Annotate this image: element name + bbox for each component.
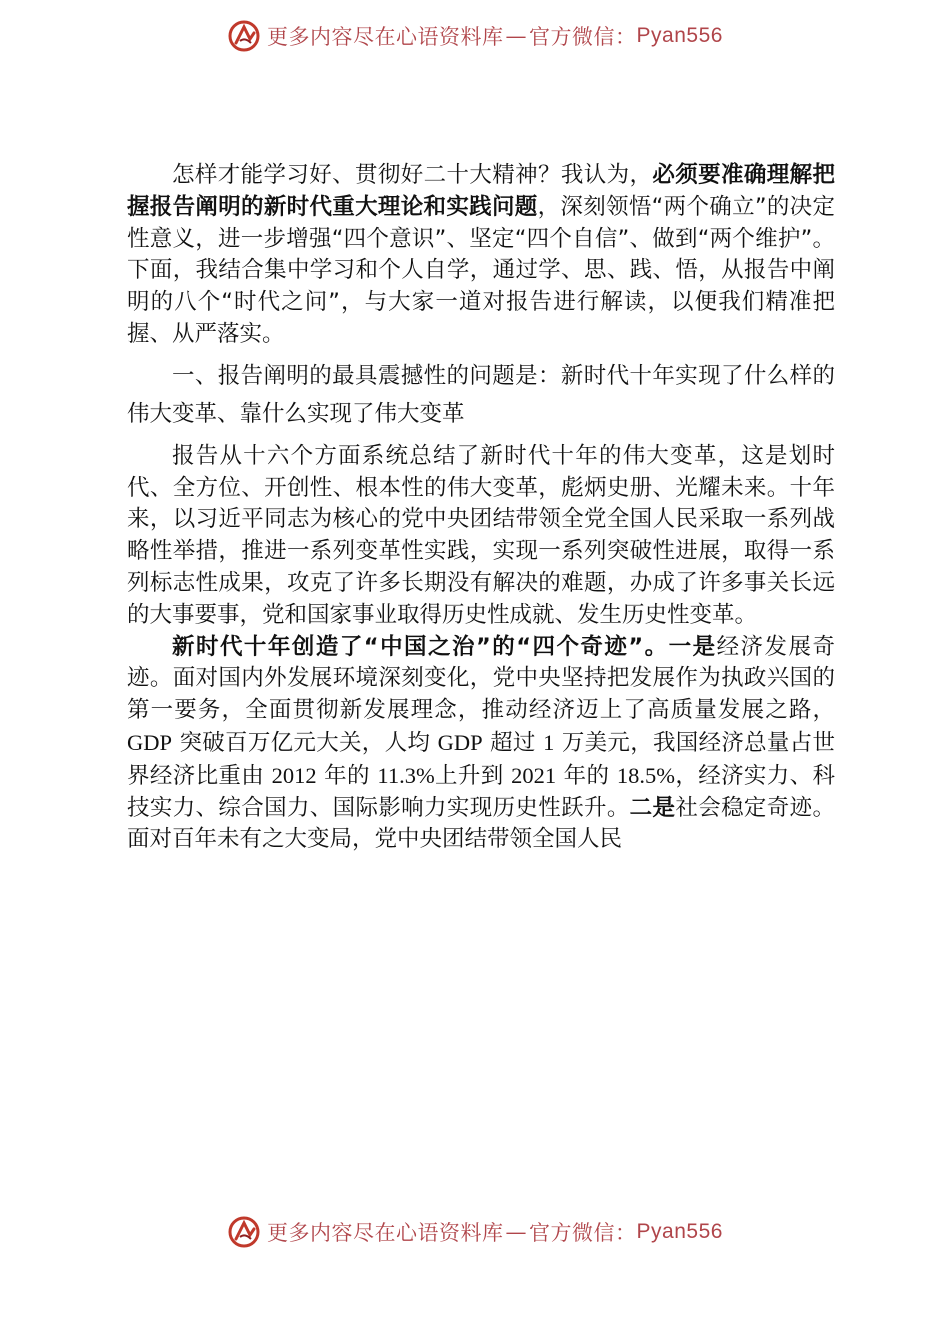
text-run: 年的: [324, 762, 370, 789]
document-body: [127, 160, 835, 856]
bold-run: 二是: [629, 794, 676, 821]
banner-dash: —: [505, 24, 528, 48]
banner-dash: —: [505, 1220, 528, 1244]
banner-wechat-label: 官方微信：: [529, 1221, 637, 1245]
text-run: GDP: [127, 729, 173, 755]
text-run: 怎样才能学习好、贯彻好二十大精神？我认为，: [172, 162, 653, 188]
text-run: 万美元，我国经济总量占世界经济比重由: [127, 729, 836, 789]
bold-run: 新时代十年创造了“中国之治”的“四个奇迹”。一是: [172, 633, 717, 660]
text-run: 1: [543, 729, 555, 755]
section-heading-1: 一、报告阐明的最具震撼性的问题是：新时代十年实现了什么样的伟大变革、靠什么实现了伟大变革: [127, 362, 835, 427]
banner-wechat-label: 官方微信：: [529, 25, 637, 49]
banner-site-text: 更多内容尽在心语资料库: [267, 25, 504, 49]
header-banner: [0, 16, 950, 56]
paragraph-intro: [127, 160, 835, 351]
text-run: 年的: [563, 762, 610, 789]
bold-run: 必须要准确理解把握报告阐明的新时代重大理论和实践问题: [127, 162, 835, 220]
banner-site-text: 更多内容尽在心语资料库: [267, 1221, 504, 1245]
text-run: 超过: [490, 729, 536, 756]
banner-wechat-id: Pyan556: [636, 24, 723, 47]
paragraph-miracles: [127, 632, 835, 857]
stylized-letter-logo-icon: [227, 19, 261, 53]
footer-banner: [0, 1212, 950, 1252]
text-run: 18.5%: [616, 762, 676, 788]
text-run: 经济发展奇迹。面对国内外发展环境深刻变化，党中央坚持把发展作为执政兴国的第一要务，全面贯彻新发展理念，推动经济迈上了高质量发展之路，: [127, 633, 835, 724]
banner-wechat-id: Pyan556: [636, 1220, 723, 1243]
stylized-letter-logo-icon: [227, 1215, 261, 1249]
text-run: ，深刻领悟“两个确立”的决定性意义，进一步增强“四个意识”、坚定“四个自信”、做到“两个维护”。下面，我结合集中学习和个人自学，通过学、思、践、悟，从报告中阐明的八个“时代之问”，与大家一道对报告进行解读，以便我们精准把握、从严落实。: [127, 193, 835, 347]
text-run: 2021: [511, 762, 557, 788]
text-run: 2012: [271, 762, 317, 788]
text-run: 上升到: [434, 762, 504, 789]
text-run: 突破百万亿元大关，人均: [179, 729, 431, 756]
text-run: ，经济实力、科技实力、综合国力、国际影响力实现历史性跃升。: [127, 762, 835, 821]
text-run: 11.3%: [377, 762, 435, 788]
paragraph-changes: 报告从十六个方面系统总结了新时代十年的伟大变革，这是划时代、全方位、开创性、根本性的伟大变革，彪炳史册、光耀未来。十年来，以习近平同志为核心的党中央团结带领全党全国人民采取一系列战略性举措，推进一系列变革性实践，实现一系列突破性进展，取得一系列标志性成果，攻克了许多长期没有解决的难题，办成了许多事关长远的大事要事，党和国家事业取得历史性成就、发生历史性变革。: [127, 442, 835, 628]
text-run: 社会稳定奇迹。面对百年未有之大变局，党中央团结带领全国人民: [127, 794, 835, 853]
text-run: GDP: [437, 729, 483, 755]
